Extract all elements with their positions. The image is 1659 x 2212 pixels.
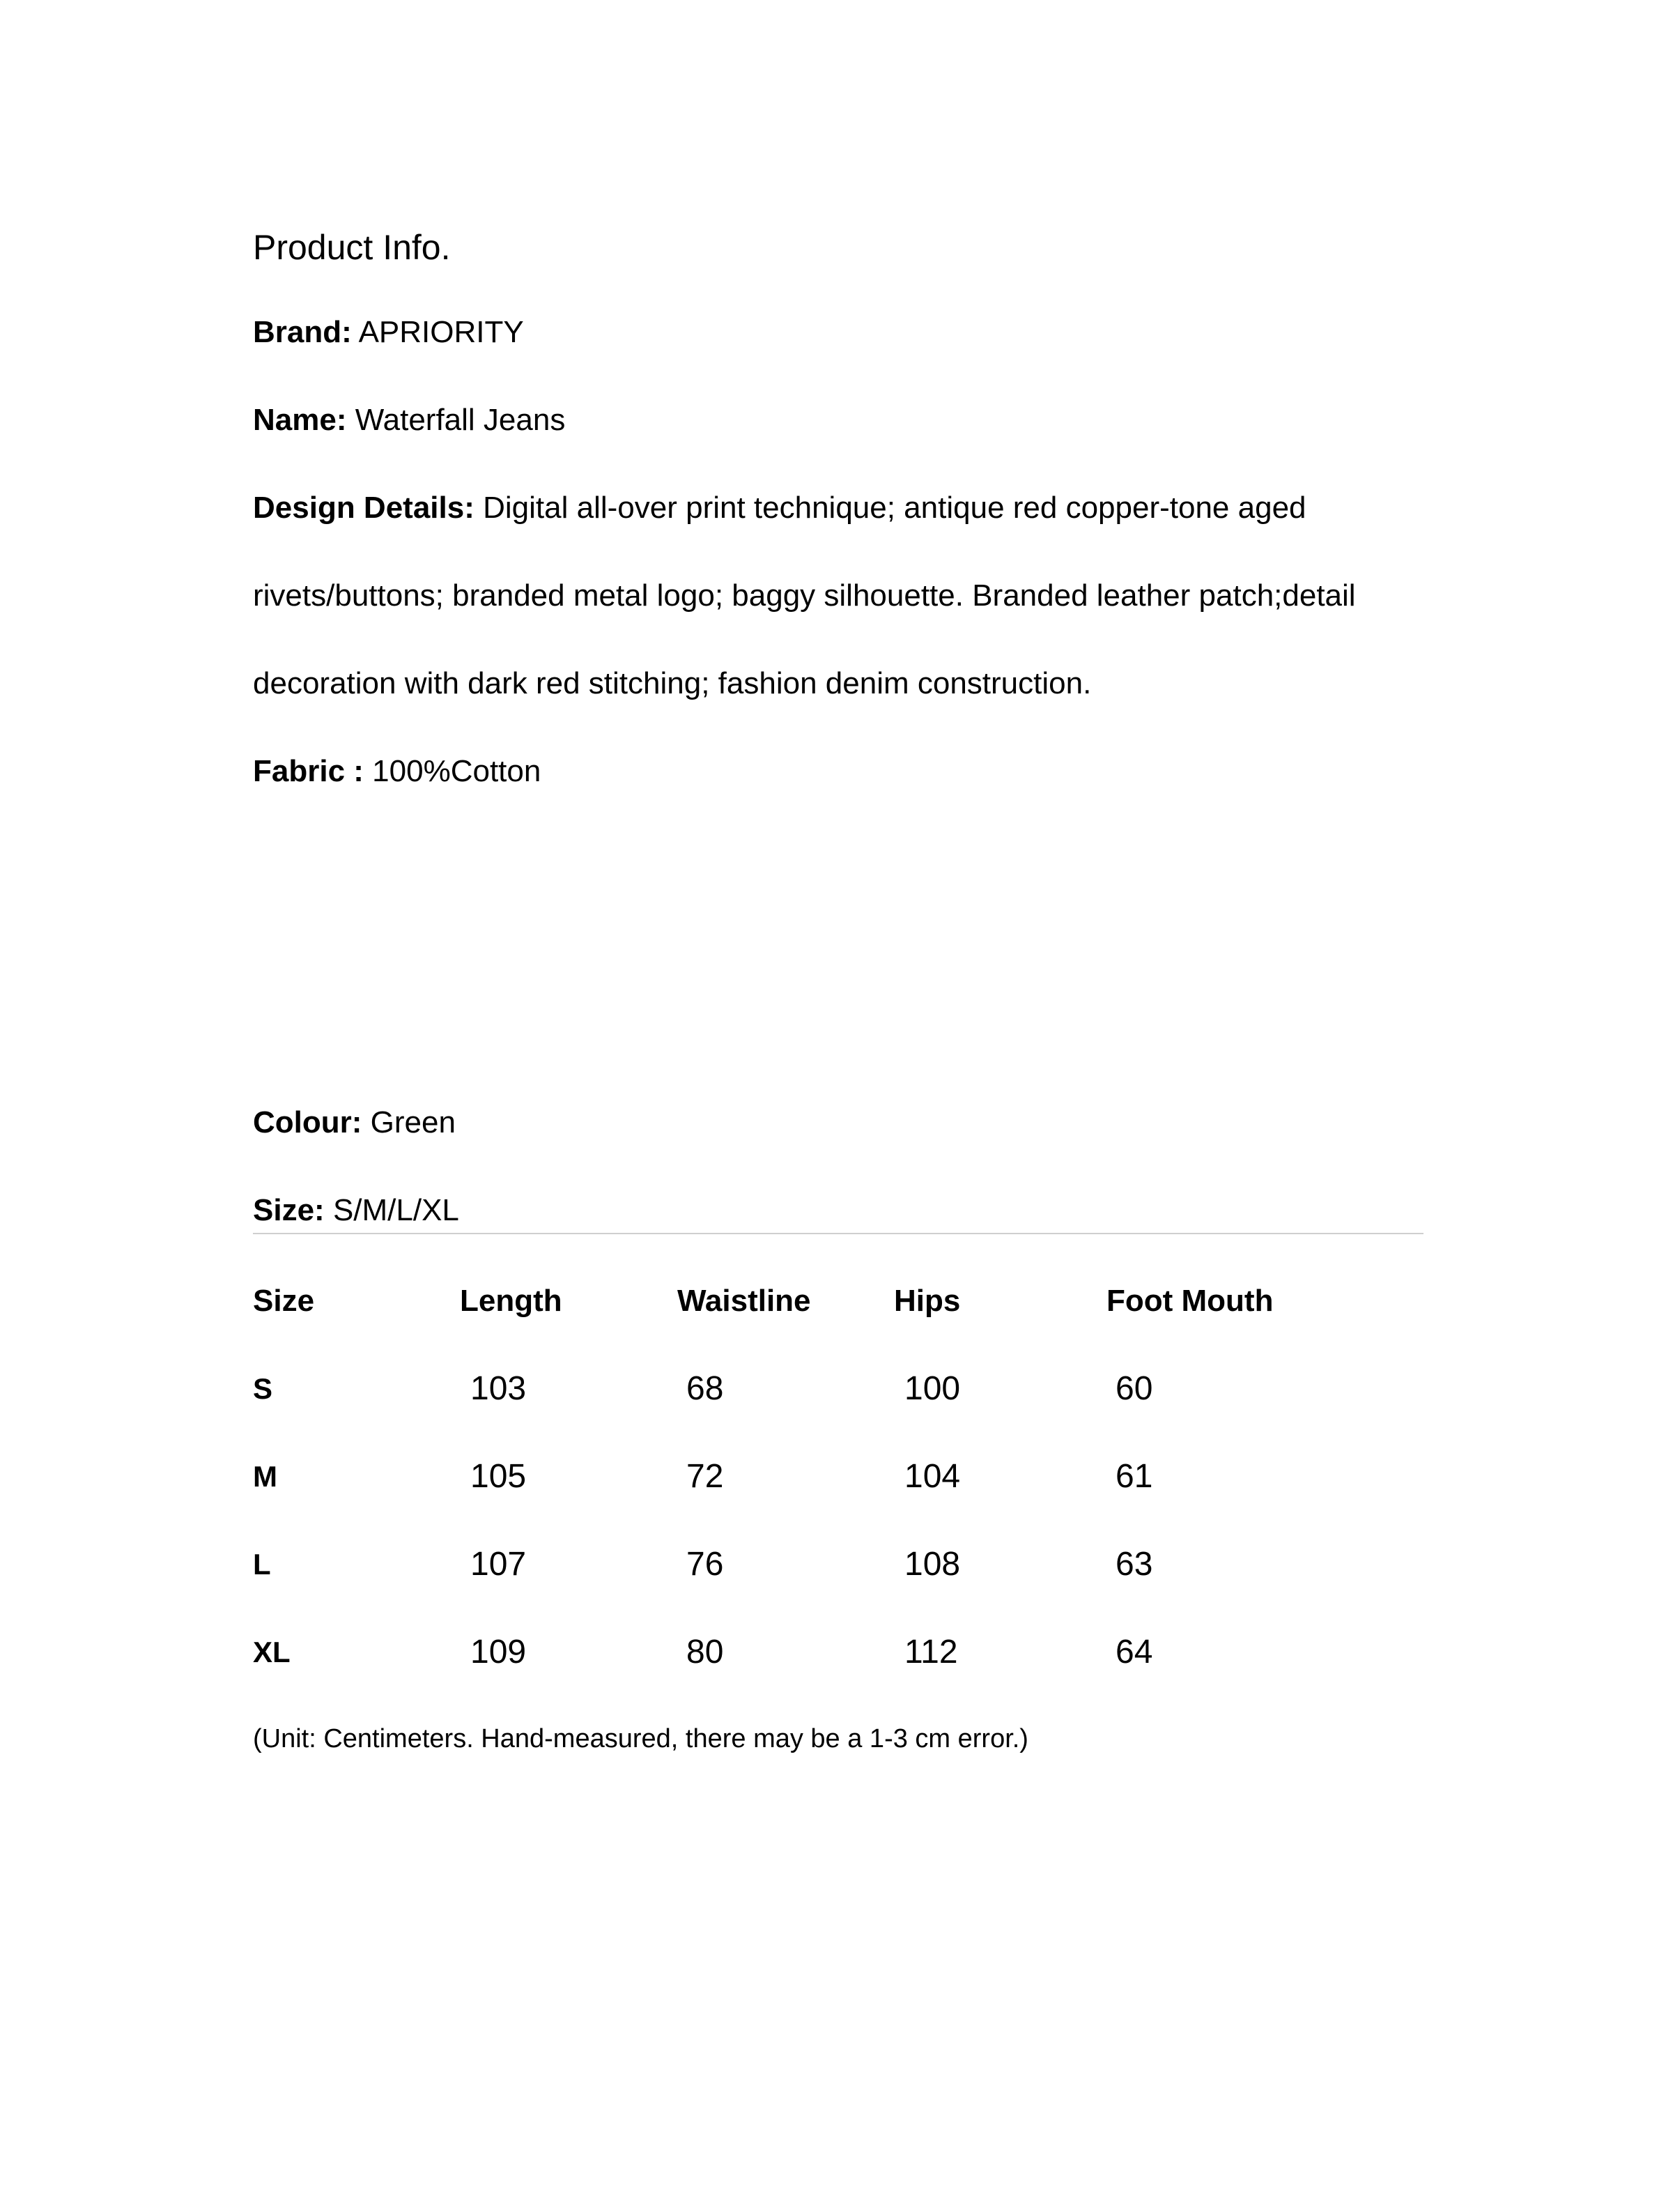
colour-line [253,1098,456,1147]
colour-value: Green [370,1105,456,1139]
page-title: Product Info. [253,228,451,267]
size-value: S/M/L/XL [332,1193,459,1227]
divider [253,1233,1423,1234]
name-line [253,396,565,445]
size-table [253,1277,1423,1716]
cell-size: S [253,1372,273,1405]
table-row [253,1452,1423,1540]
fabric-label: Fabric : [253,754,364,788]
design-details-text-3: decoration with dark red stitching; fashion denim construction. [253,666,1092,700]
cell-waistline: 80 [686,1634,724,1670]
table-row [253,1365,1423,1452]
design-details-text-1: Digital all-over print technique; antique red copper-tone aged [483,491,1306,525]
header-length: Length [460,1284,562,1318]
size-label: Size: [253,1193,325,1227]
measurement-note: (Unit: Centimeters. Hand-measured, there may be a 1-3 cm error.) [253,1724,1028,1753]
cell-hips: 108 [904,1546,961,1583]
design-details-line-2 [253,571,1356,620]
design-details-line-3 [253,659,1091,708]
cell-waistline: 72 [686,1458,724,1495]
cell-foot-mouth: 60 [1116,1370,1153,1407]
design-details-line-1 [253,484,1306,532]
cell-waistline: 76 [686,1546,724,1583]
cell-foot-mouth: 61 [1116,1458,1153,1495]
cell-foot-mouth: 63 [1116,1546,1153,1583]
cell-foot-mouth: 64 [1116,1634,1153,1670]
cell-length: 103 [470,1370,527,1407]
table-row [253,1628,1423,1716]
cell-hips: 100 [904,1370,961,1407]
size-table-header [253,1277,1423,1365]
design-details-label: Design Details: [253,491,474,525]
fabric-value: 100%Cotton [372,754,541,788]
header-hips: Hips [894,1284,961,1318]
colour-label: Colour: [253,1105,362,1139]
cell-length: 105 [470,1458,527,1495]
cell-waistline: 68 [686,1370,724,1407]
brand-label: Brand: [253,315,352,349]
name-label: Name: [253,403,347,437]
cell-size: XL [253,1636,291,1668]
cell-length: 107 [470,1546,527,1583]
cell-hips: 112 [904,1634,958,1670]
cell-hips: 104 [904,1458,961,1495]
cell-length: 109 [470,1634,527,1670]
table-row [253,1540,1423,1628]
header-waistline: Waistline [677,1284,811,1318]
header-foot-mouth: Foot Mouth [1106,1284,1274,1318]
fabric-line [253,747,541,796]
size-line [253,1186,459,1235]
name-value: Waterfall Jeans [355,403,566,437]
header-size: Size [253,1284,315,1318]
brand-value: APRIORITY [358,315,524,349]
design-details-text-2: rivets/buttons; branded metal logo; baggy silhouette. Branded leather patch;detail [253,578,1356,613]
cell-size: M [253,1460,277,1493]
brand-line [253,308,524,357]
cell-size: L [253,1548,271,1581]
